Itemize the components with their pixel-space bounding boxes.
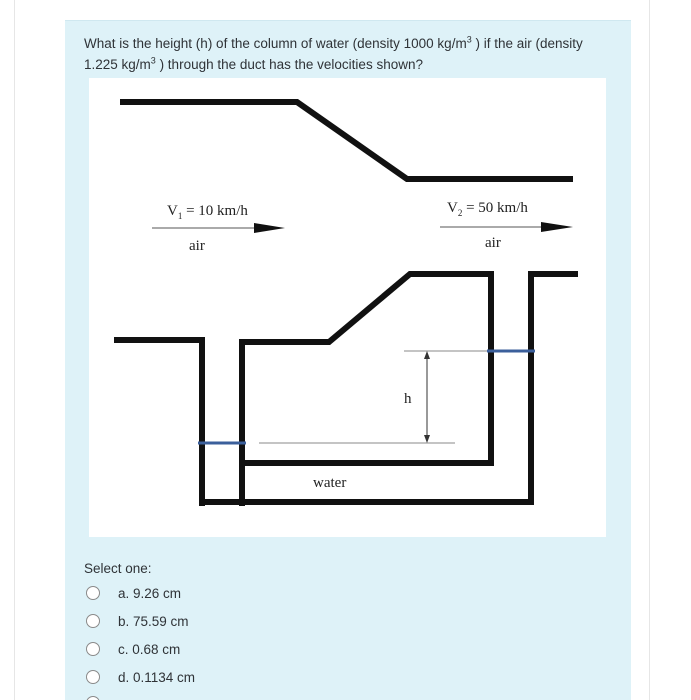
radio-button[interactable] <box>86 670 100 684</box>
radio-button[interactable] <box>86 642 100 656</box>
manometer-outer <box>202 274 578 502</box>
option-e-partial[interactable] <box>86 693 118 700</box>
option-d[interactable] <box>86 667 195 687</box>
option-label: c. 0.68 cm <box>118 641 181 657</box>
option-c[interactable] <box>86 639 180 659</box>
v2-air-label: air <box>485 235 501 251</box>
duct-lower-wall-left <box>114 340 202 506</box>
option-label: a. 9.26 cm <box>118 585 182 601</box>
duct-manometer-figure <box>89 78 606 537</box>
option-a[interactable] <box>86 583 181 603</box>
radio-button[interactable] <box>86 614 100 628</box>
water-label: water <box>313 475 347 491</box>
v2-label: $V_2 = 50$ km/h <box>447 200 528 218</box>
option-b[interactable] <box>86 611 189 631</box>
v1-label: $V_1 = 10$ km/h <box>167 203 248 221</box>
h-arrow-down <box>424 435 430 443</box>
v1-air-label: air <box>189 238 205 254</box>
v1-arrow-head <box>254 223 285 233</box>
radio-button[interactable] <box>86 696 100 700</box>
radio-button[interactable] <box>86 586 100 600</box>
h-arrow-up <box>424 351 430 359</box>
duct-upper-wall <box>120 102 573 179</box>
option-label: b. 75.59 cm <box>118 613 189 629</box>
duct-lower-wall-right <box>242 274 491 506</box>
option-label: d. 0.1134 cm <box>118 669 196 685</box>
select-one-label: Select one: <box>84 561 152 576</box>
question-text: What is the height (h) of the column of water (density 1000 $kg/m^3$ ) if the air (density 1.225 $kg/m^3$ ) through the duct has the velocities shown? <box>84 34 583 72</box>
v2-arrow-head <box>541 222 573 232</box>
h-label: h <box>404 391 412 407</box>
